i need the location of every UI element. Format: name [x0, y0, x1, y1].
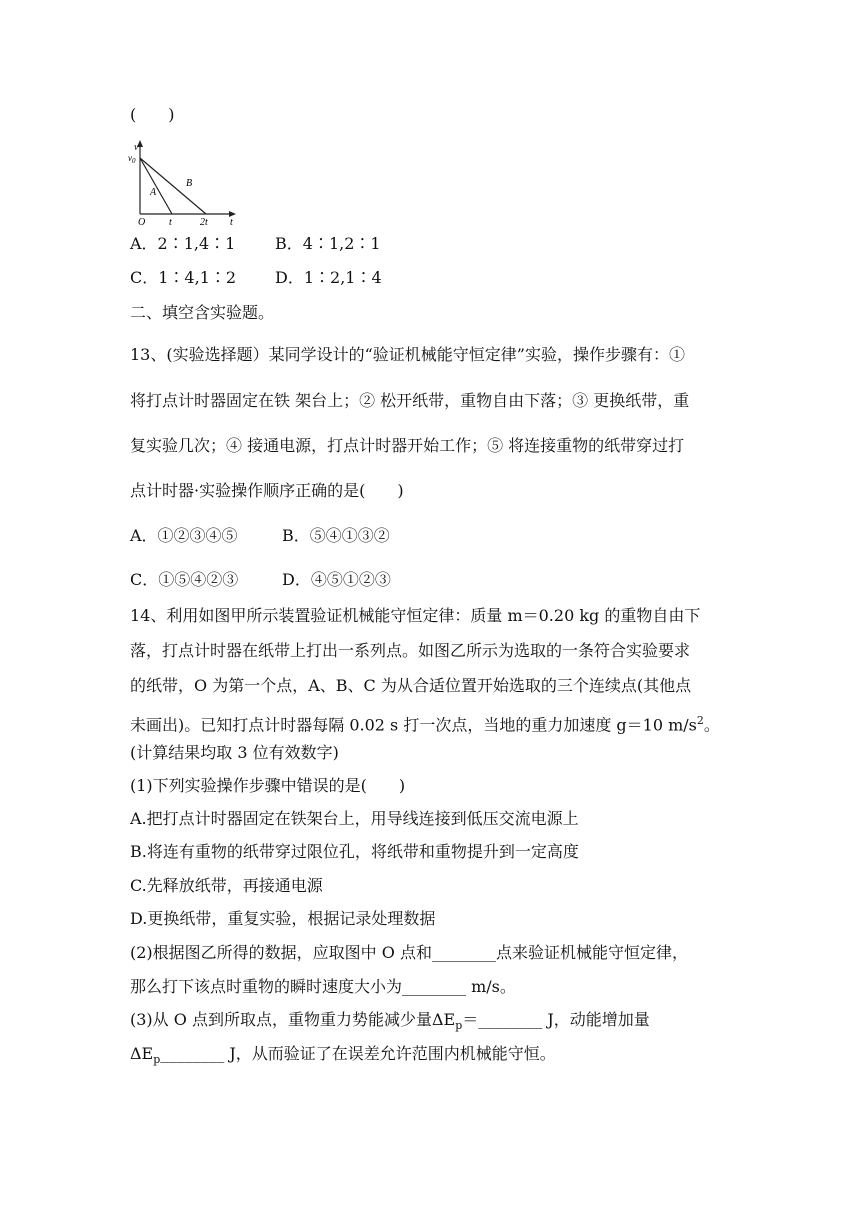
q14-line-1: 14、利用如图甲所示装置验证机械能守恒定律：质量 m＝0.20 kg 的重物自由下: [130, 606, 701, 625]
vt-graph: [128, 136, 240, 226]
q12-option-d: D．1∶2,1∶4: [275, 268, 382, 287]
q13-line-2: 将打点计时器固定在铁 架台上；② 松开纸带，重物自由下落；③ 更换纸带，重: [130, 391, 690, 410]
t-axis-label: t: [230, 217, 233, 226]
line-b: [140, 158, 206, 214]
q14-sub2-line-2: 那么打下该点时重物的瞬时速度大小为________ m/s。: [130, 977, 516, 996]
q14-sub2-line-1: (2)根据图乙所得的数据，应取图中 O 点和________点来验证机械能守恒定律，: [130, 943, 688, 962]
q14-line-4: 未画出)。已知打点计时器每隔 0.02 s 打一次点，当地的重力加速度 g＝10 $m/s^2$。: [130, 714, 720, 735]
q13-line-1: 13、(实验选择题）某同学设计的“验证机械能守恒定律”实验，操作步骤有：①: [130, 345, 685, 364]
line-b-label: B: [186, 178, 193, 189]
q13-option-a: A．①②③④⑤: [130, 526, 238, 545]
q13-option-b: B．⑤④①③②: [282, 526, 390, 545]
q13-line-4: 点计时器·实验操作顺序正确的是( ): [130, 481, 404, 500]
q12-option-b: B．4∶1,2∶1: [275, 234, 381, 253]
origin-label: O: [138, 217, 146, 226]
v-axis-label: v: [134, 142, 139, 153]
q13-option-c: C．①⑤④②③: [130, 570, 239, 589]
tick-t-label: t: [169, 217, 172, 226]
q12-option-c: C．1∶4,1∶2: [130, 268, 237, 287]
line-a: [140, 158, 172, 214]
line-a-label: A: [150, 187, 157, 198]
tick-2t-label: 2t: [200, 217, 208, 226]
q14-sub1-question: (1)下列实验操作步骤中错误的是( ): [130, 776, 406, 795]
q14-line-2: 落，打点计时器在纸带上打出一系列点。如图乙所示为选取的一条符合实验要求: [130, 641, 691, 660]
section2-title: 二、填空含实验题。: [130, 303, 275, 322]
q14-sub1-option-c: C.先释放纸带，再接通电源: [130, 876, 323, 895]
q13-option-d: D．④⑤①②③: [282, 570, 391, 589]
v0-label: $v_0$: [128, 153, 136, 165]
q14-sub3-line-2: $\Delta E_p\_\_\_\_\_\_\_\_$ J，从而验证了在误差允许范围内机械能守恒。: [130, 1044, 556, 1067]
q14-sub1-option-d: D.更换纸带，重复实验，根据记录处理数据: [130, 909, 436, 928]
q14-sub1-option-a: A.把打点计时器固定在铁架台上，用导线连接到低压交流电源上: [130, 809, 579, 828]
q14-sub3-line-1: (3)从 O 点到所取点，重物重力势能减少量$\Delta E_p=\_\_\_\_\_\_\_\_$ J，动能增加量: [130, 1010, 650, 1033]
q14-sub1-option-b: B.将连有重物的纸带穿过限位孔，将纸带和重物提升到一定高度: [130, 842, 579, 861]
q14-line-3: 的纸带，O 为第一个点，A、B、C 为从合适位置开始选取的三个连续点(其他点: [130, 676, 692, 695]
q12-paren: ( ): [130, 105, 175, 124]
q13-line-3: 复实验几次；④ 接通电源，打点计时器开始工作；⑤ 将连接重物的纸带穿过打: [130, 436, 685, 455]
q14-line-5: (计算结果均取 3 位有效数字): [130, 743, 339, 762]
q12-option-a: A．2∶1,4∶1: [130, 234, 236, 253]
